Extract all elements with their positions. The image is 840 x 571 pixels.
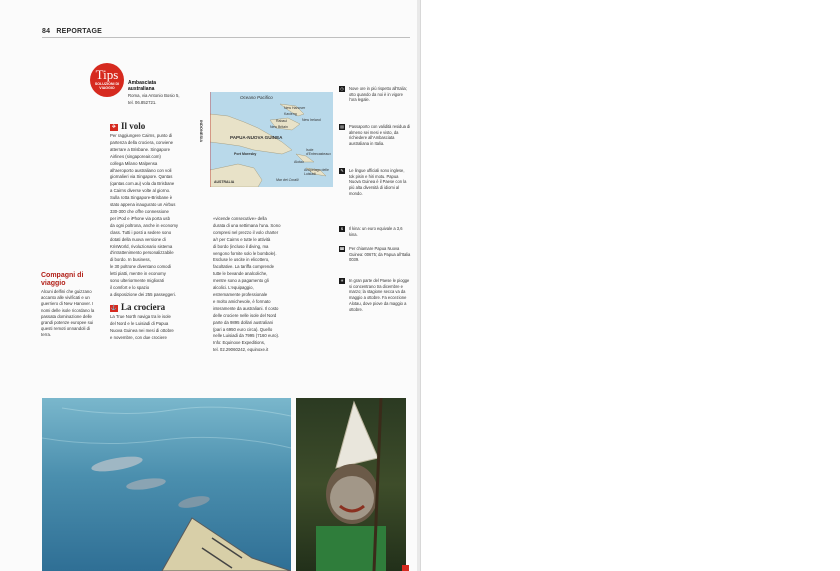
volo-line: d'intrattenimento personalizzabile bbox=[110, 250, 174, 256]
info-text: Nove ore in più rispetto all'Italia; otto quando da noi è in vigore l'ora legale. bbox=[349, 86, 407, 103]
header-divider bbox=[42, 37, 410, 38]
volo-line: all'aeroporto australiano con voli bbox=[110, 167, 172, 173]
middle-column-text bbox=[213, 216, 325, 354]
map-place-label: New Britain bbox=[270, 125, 288, 129]
volo-line: le 30 poltrone diventano comodi bbox=[110, 264, 171, 270]
middle-line: (pari a 6950 euro circa). Quello bbox=[213, 326, 273, 332]
tips-logo bbox=[90, 63, 124, 97]
volo-line: giornalieri via Singapore. Qantas bbox=[110, 174, 173, 180]
volo-line: class. Tutti i posti a sedere sono bbox=[110, 229, 172, 235]
map-place-label: New Ireland bbox=[302, 118, 321, 122]
volo-body bbox=[110, 133, 206, 299]
volo-line: di bordo. In business, bbox=[110, 257, 151, 263]
crociera-heading-text: La crociera bbox=[121, 302, 166, 312]
info-text: Il kina: un euro equivale a 3,6 kina. bbox=[349, 226, 403, 237]
map-sea-label: Mar dei Coralli bbox=[276, 178, 299, 182]
dolphins-photo-art bbox=[42, 398, 291, 571]
map-place-label: New Hanover bbox=[284, 106, 306, 110]
map-australia-label: AUSTRALIA bbox=[214, 180, 235, 184]
volo-line: Sulla rotta Singapore-Brisbane è bbox=[110, 195, 173, 201]
volo-line: atterrare a Brisbane. Singapore bbox=[110, 146, 170, 152]
map-indonesia-label: INDONESIA bbox=[199, 120, 204, 143]
middle-line: mentre sono a pagamento gli bbox=[213, 278, 269, 284]
weather-icon: ☀ bbox=[340, 278, 344, 283]
map-place-label: Port Moresby bbox=[234, 152, 257, 156]
info-text: In gran parte del Paese le piogge si concentrano tra dicembre e marzo; la stagione secca va da maggio a ottobre. Fa eccezione Alotau, dove piove da maggio a ottobre. bbox=[349, 278, 410, 312]
volo-line: partenza della crociera, conviene bbox=[110, 139, 174, 145]
phone-icon: ☎ bbox=[339, 246, 345, 251]
volo-heading bbox=[110, 121, 145, 131]
ship-icon: ⚓ bbox=[110, 306, 118, 311]
middle-line: «vicende consecutive» della bbox=[213, 216, 267, 221]
middle-line: e molto amichevole, è formato bbox=[213, 298, 271, 304]
middle-line: durata di una settimana l'una. Sono bbox=[213, 222, 281, 228]
middle-line: a/r per Cairns e tutte le attività bbox=[213, 236, 271, 242]
middle-line: alcolici. L'equipaggio, bbox=[213, 285, 254, 291]
volo-line: dotati della nuova versione di bbox=[110, 236, 166, 242]
document-icon: ▤ bbox=[340, 124, 344, 129]
crociera-line: La True North naviga tra le isole bbox=[110, 314, 171, 319]
info-text: Per chiamare Papua Nuova Guinea: 00675; da Papua all'Italia 0039. bbox=[349, 246, 411, 263]
map-place-label: Isole d'Entrecasteaux bbox=[306, 148, 331, 156]
warrior-photo-art bbox=[296, 398, 406, 571]
info-text: Passaporto con validità residua di almeno sei mesi e visto, da richiedere all'Ambasciata australiana in Italia. bbox=[349, 124, 411, 147]
crociera-body bbox=[110, 314, 206, 342]
middle-line: compresi nel prezzo il volo charter bbox=[213, 229, 279, 235]
map-place-label: Arcipelago delle Luisiadi bbox=[304, 168, 329, 176]
map-place-label: Rabaul bbox=[276, 119, 288, 123]
volo-line: a disposizione dei 255 passeggeri. bbox=[110, 291, 176, 297]
middle-line: tel. 02.29060242, equinoxe.it bbox=[213, 347, 269, 353]
volo-line: KrisWorld, rivoluzionario sistema bbox=[110, 243, 173, 249]
sidebar-text: Alcuni delfini che guizzano accanto alle vivificati e un guerriero di New Hanover. I nomi delle isole ricordano la passata dominazione delle grandi potenze europee sui questi remoti onnandoli di terra. bbox=[41, 289, 95, 338]
crociera-line: e novembre, con due crociere bbox=[110, 334, 167, 340]
currency-icon: $ bbox=[340, 226, 344, 231]
crociera-heading bbox=[110, 302, 165, 312]
map-place-label: Kavieng bbox=[284, 112, 297, 116]
clock-icon: ◷ bbox=[340, 86, 344, 91]
volo-line: sono ulteriormente migliorati bbox=[110, 278, 164, 284]
tips-logo-word: Tips bbox=[95, 67, 119, 82]
info-text: Le lingue ufficiali sono inglese, tok pisin e hiri motu. Papua Nuova Guinea è il Paese con la più alta diversità di idiomi al mondo. bbox=[349, 168, 407, 196]
embassy-block bbox=[128, 80, 208, 106]
region-map bbox=[210, 92, 333, 187]
map-country-label: PAPUA-NUOVA GUINEA bbox=[230, 135, 283, 140]
middle-line: tutte le bevande analcoliche, bbox=[213, 271, 268, 277]
middle-line: Info: Equinoxe Expeditions, bbox=[213, 340, 266, 346]
map-ocean-label: Oceano Pacifico bbox=[240, 95, 273, 100]
middle-line: estremamente professionale bbox=[213, 291, 268, 297]
volo-line: il comfort e lo spazio bbox=[110, 284, 150, 290]
volo-line: Per raggiungere Cairns, punto di bbox=[110, 133, 173, 138]
volo-line: da ogni poltrona, anche in economy bbox=[110, 222, 179, 228]
page-number: 84 bbox=[42, 28, 51, 35]
embassy-line: tel. 06.852721. bbox=[128, 99, 157, 105]
sidebar-title: Compagni di viaggio bbox=[41, 272, 84, 287]
dolphins-photo bbox=[42, 398, 291, 571]
volo-line: a Cairns diverse volte al giorno. bbox=[110, 188, 171, 194]
tips-logo-subtitle: SOLUZIONI DI VIAGGIO bbox=[94, 82, 120, 90]
embassy-line: Roma, via Antonio Bosio 5, bbox=[128, 92, 180, 98]
embassy-title: Ambasciata australiana bbox=[128, 80, 157, 93]
middle-line: interamente da australiani. Il costo bbox=[213, 305, 279, 311]
middle-line: Escluse le uscite in elicottero, bbox=[213, 257, 270, 263]
middle-line: parte da 9895 dollari australiani bbox=[213, 319, 273, 325]
page-edge-marker bbox=[402, 565, 409, 571]
volo-line: (qantas.com.au) vola da Brisbane bbox=[110, 181, 175, 187]
map-place-label: Alotau bbox=[294, 160, 304, 164]
volo-heading-text: Il volo bbox=[121, 121, 146, 131]
page-header bbox=[42, 28, 102, 35]
volo-line: Airlines (singaporeair.com) bbox=[110, 153, 161, 159]
plane-icon: ✈ bbox=[111, 125, 117, 130]
middle-line: vengono fornite solo le bombole). bbox=[213, 250, 277, 256]
speech-icon: ✎ bbox=[340, 168, 344, 173]
middle-line: delle crociere nelle isole del Nord bbox=[213, 312, 277, 318]
crociera-line: Nuova Guinea nei mesi di ottobre bbox=[110, 327, 174, 333]
section-label: REPORTAGE bbox=[56, 28, 102, 35]
volo-line: collega Milano Malpensa bbox=[110, 160, 158, 166]
middle-line: di bordo (incluso il diving, ma bbox=[213, 243, 269, 249]
volo-line: stato appena inaugurato un Airbus bbox=[110, 202, 176, 208]
middle-line: nelle Luisiadi da 7995 (7160 euro). bbox=[213, 333, 280, 339]
volo-line: letti piatti, mentre in economy bbox=[110, 271, 166, 277]
middle-line: facoltative. La tariffa comprende bbox=[213, 264, 275, 270]
volo-line: per iPod e iPhone via porta usb bbox=[110, 215, 170, 221]
right-page-blank bbox=[420, 0, 840, 571]
crociera-line: del Nord e le Luisiadi di Papua bbox=[110, 320, 169, 326]
volo-line: 330-300 che offre connessione bbox=[110, 208, 169, 214]
warrior-photo bbox=[296, 398, 406, 571]
